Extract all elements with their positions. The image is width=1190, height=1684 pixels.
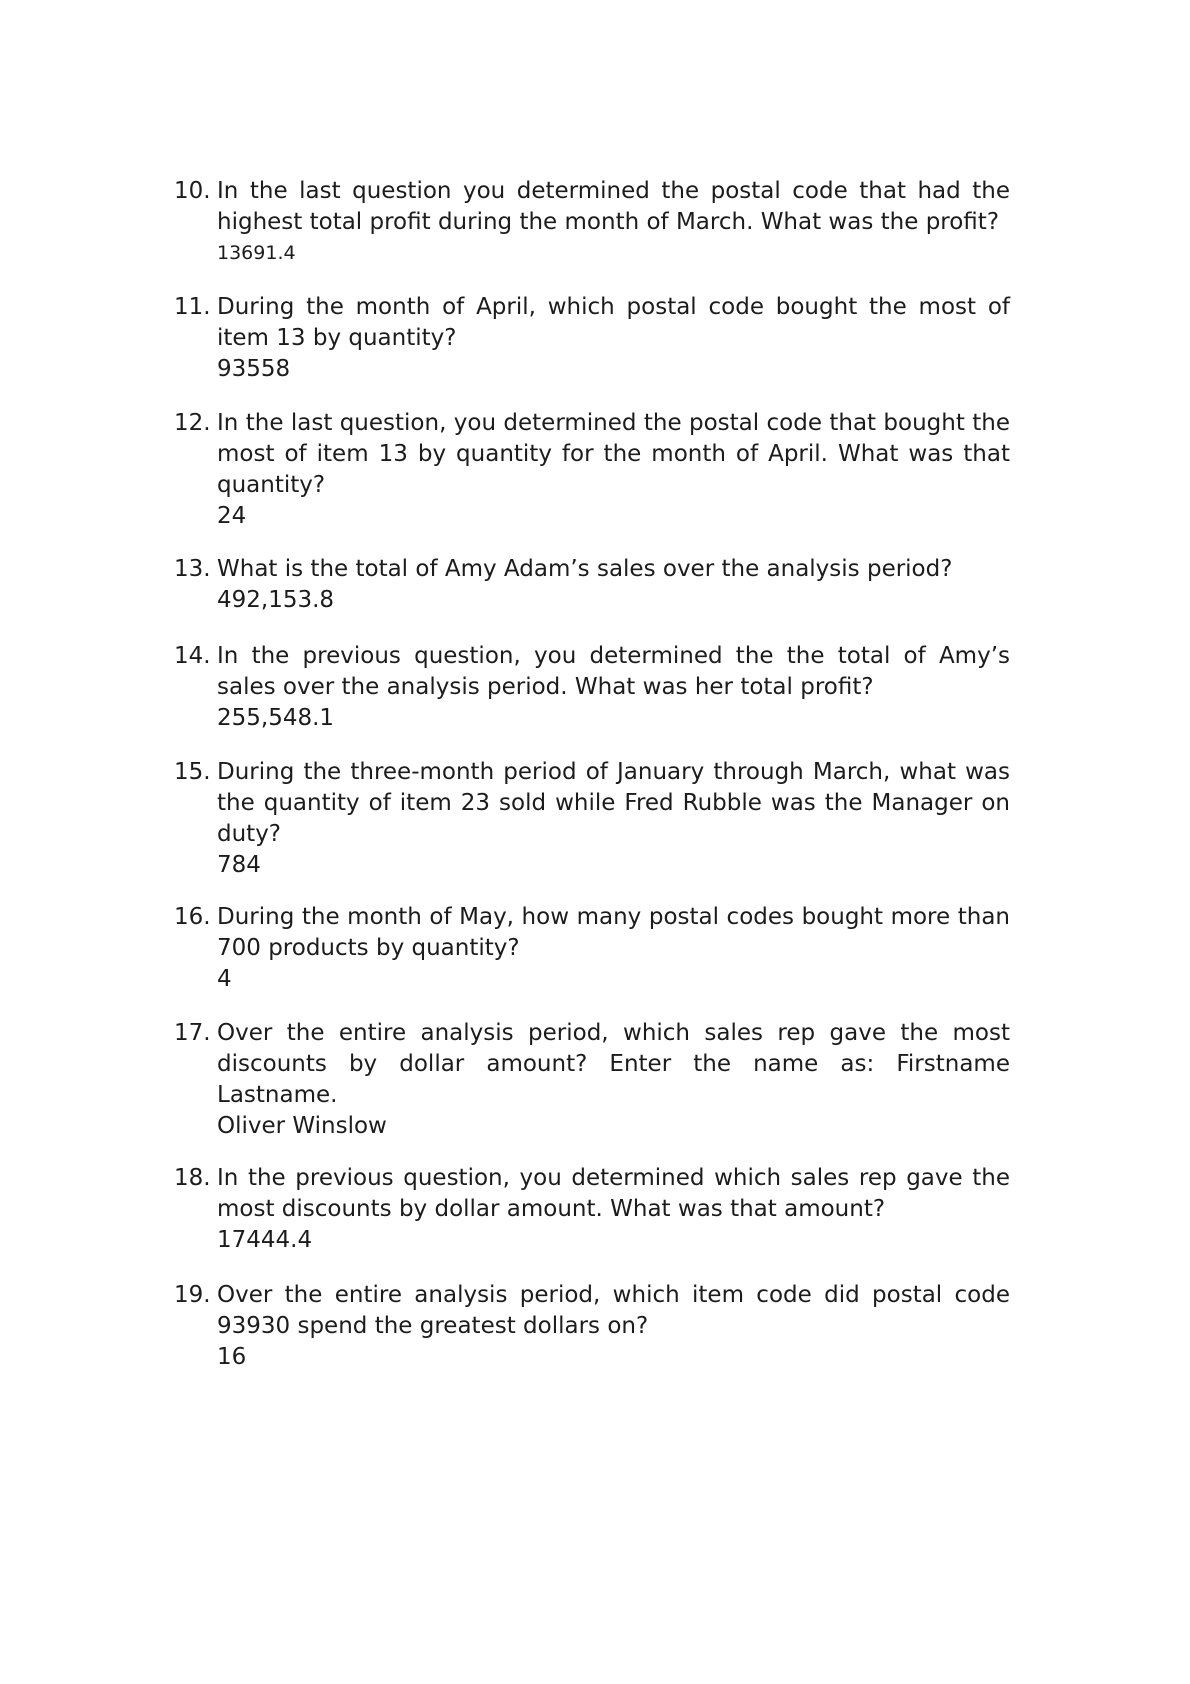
question-number: 17. <box>174 1020 211 1046</box>
question-18 <box>174 1163 1010 1256</box>
question-number: 13. <box>174 556 211 582</box>
question-17 <box>174 1018 1010 1142</box>
answer-text: 255,548.1 <box>217 705 335 731</box>
question-number: 16. <box>174 904 211 930</box>
question-19 <box>174 1280 1010 1373</box>
answer-text: 24 <box>217 503 247 529</box>
question-number: 18. <box>174 1165 211 1191</box>
question-12 <box>174 408 1010 532</box>
question-text: During the three-month period of January through March, what was the quantity of item 23 sold while Fred Rubble was the Manager on duty? <box>217 759 1010 847</box>
answer-text: 4 <box>217 966 232 992</box>
question-number: 11. <box>174 294 211 320</box>
question-11 <box>174 292 1010 385</box>
question-text: During the month of April, which postal code bought the most of item 13 by quantity? <box>217 294 1010 351</box>
answer-text: 492,153.8 <box>217 587 335 613</box>
question-13 <box>174 554 1010 616</box>
question-text: In the last question, you determined the postal code that bought the most of item 13 by quantity for the month of April. What was that quantity? <box>217 410 1010 498</box>
answer-text: 16 <box>217 1344 247 1370</box>
answer-text: Oliver Winslow <box>217 1113 387 1139</box>
question-number: 10. <box>174 178 211 204</box>
question-16 <box>174 902 1010 995</box>
question-text: Over the entire analysis period, which item code did postal code 93930 spend the greatest dollars on? <box>217 1282 1010 1339</box>
question-text: During the month of May, how many postal codes bought more than 700 products by quantity? <box>217 904 1010 961</box>
question-14 <box>174 641 1010 734</box>
answer-text: 93558 <box>217 356 291 382</box>
answer-text: 784 <box>217 852 261 878</box>
answer-text: 17444.4 <box>217 1227 313 1253</box>
question-text: What is the total of Amy Adam’s sales over the analysis period? <box>217 556 953 582</box>
question-text: In the last question you determined the postal code that had the highest total profit during the month of March. What was the profit? <box>217 178 1010 235</box>
answer-text: 13691.4 <box>217 242 296 264</box>
question-number: 19. <box>174 1282 211 1308</box>
question-text: Over the entire analysis period, which sales rep gave the most discounts by dollar amount? Enter the name as: Firstname Lastname. <box>217 1020 1010 1108</box>
question-10 <box>174 176 1010 269</box>
question-15 <box>174 757 1010 881</box>
question-number: 12. <box>174 410 211 436</box>
question-text: In the previous question, you determined the the total of Amy’s sales over the analysis period. What was her total profit? <box>217 643 1010 700</box>
question-number: 15. <box>174 759 211 785</box>
question-text: In the previous question, you determined which sales rep gave the most discounts by dollar amount. What was that amount? <box>217 1165 1010 1222</box>
question-number: 14. <box>174 643 211 669</box>
